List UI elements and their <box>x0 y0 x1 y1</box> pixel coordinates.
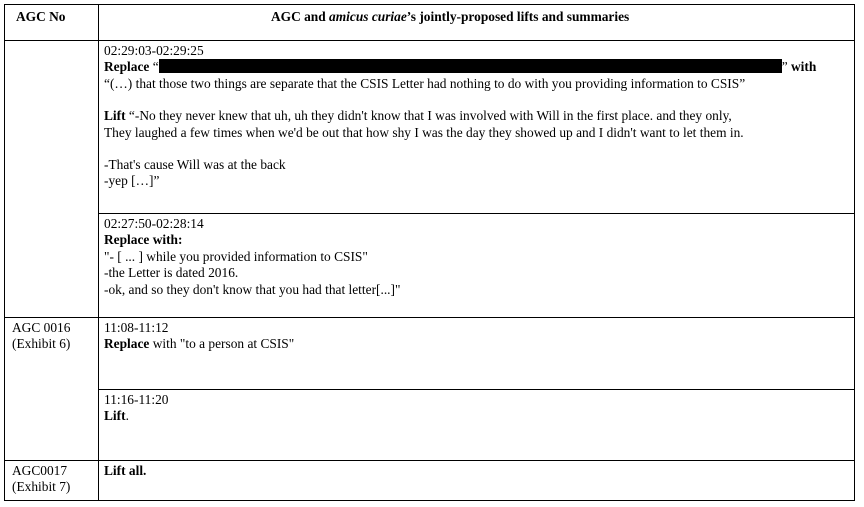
lift-line <box>104 408 168 424</box>
lift-line-1 <box>104 108 816 124</box>
lift-text-1: “-No they never knew that uh, uh they didn't know that I was involved with Will in the first place. and they only, <box>125 108 732 124</box>
transcript-line: "- [ ... ] while you provided information to CSIS" <box>104 248 368 264</box>
with-label: with <box>791 59 817 75</box>
replace-label: Replace <box>104 336 150 352</box>
lift-all-label <box>104 463 146 479</box>
replace-with-label <box>104 232 400 248</box>
lift-label: Lift <box>104 408 126 424</box>
replace-text: with "to a person at CSIS" <box>149 336 295 352</box>
header-divider <box>4 40 855 41</box>
table-border-right <box>854 4 855 501</box>
quote-line: “(…) that those two things are separate that the CSIS Letter had nothing to do with you providing information to CSIS” <box>104 75 746 91</box>
redaction-bar <box>159 59 782 73</box>
timestamp: 02:29:03-02:29:25 <box>104 43 204 58</box>
column-divider <box>98 4 99 501</box>
lift-line-2: They laughed a few times when we'd be out that how shy I was the day they showed up and I didn't want to let them in. <box>104 124 744 140</box>
replace-line <box>104 59 816 75</box>
table-border-bottom <box>4 500 855 501</box>
row-divider <box>4 317 855 318</box>
header-text-prefix: AGC and <box>271 9 330 24</box>
row-divider <box>98 389 855 390</box>
header-agc-no <box>16 9 65 25</box>
header-agc-no-label: AGC No <box>16 9 66 24</box>
timestamp: 11:08-11:12 <box>104 320 169 335</box>
transcript-line: -the Letter is dated 2016. <box>104 265 239 281</box>
header-lifts-summaries <box>271 9 629 25</box>
close-quote: ” <box>781 59 788 75</box>
lift-label: Lift <box>104 108 126 124</box>
lift-all-text: Lift all. <box>104 463 147 478</box>
transcript-line: -yep […]” <box>104 173 160 189</box>
table-border-top <box>4 4 855 5</box>
header-text-italic: amicus curiae <box>329 9 407 24</box>
row-2-content <box>104 216 400 298</box>
replace-label: Replace <box>104 59 150 75</box>
agc-0016-label <box>12 320 70 353</box>
row-3-content <box>104 320 294 353</box>
lifts-summaries-table <box>4 4 855 501</box>
replace-line <box>104 336 294 352</box>
table-border-left <box>4 4 5 501</box>
open-quote: “ <box>152 59 159 75</box>
header-text-suffix: ’s jointly-proposed lifts and summaries <box>406 9 630 24</box>
row-1-content <box>104 43 816 190</box>
row-divider <box>98 213 855 214</box>
row-4-content <box>104 392 168 425</box>
transcript-line: -That's cause Will was at the back <box>104 157 286 173</box>
lift-dot: . <box>125 408 129 424</box>
row-divider <box>4 460 855 461</box>
replace-with-text: Replace with: <box>104 232 183 248</box>
timestamp: 11:16-11:20 <box>104 392 169 407</box>
agc-number: AGC 0016 <box>12 320 71 335</box>
timestamp: 02:27:50-02:28:14 <box>104 216 204 231</box>
transcript-line: -ok, and so they don't know that you had that letter[...]" <box>104 281 401 297</box>
agc-0017-label <box>12 463 70 496</box>
exhibit-label: (Exhibit 6) <box>12 336 71 352</box>
agc-number: AGC0017 <box>12 463 68 478</box>
exhibit-label: (Exhibit 7) <box>12 479 71 495</box>
row-5-content <box>104 463 146 479</box>
